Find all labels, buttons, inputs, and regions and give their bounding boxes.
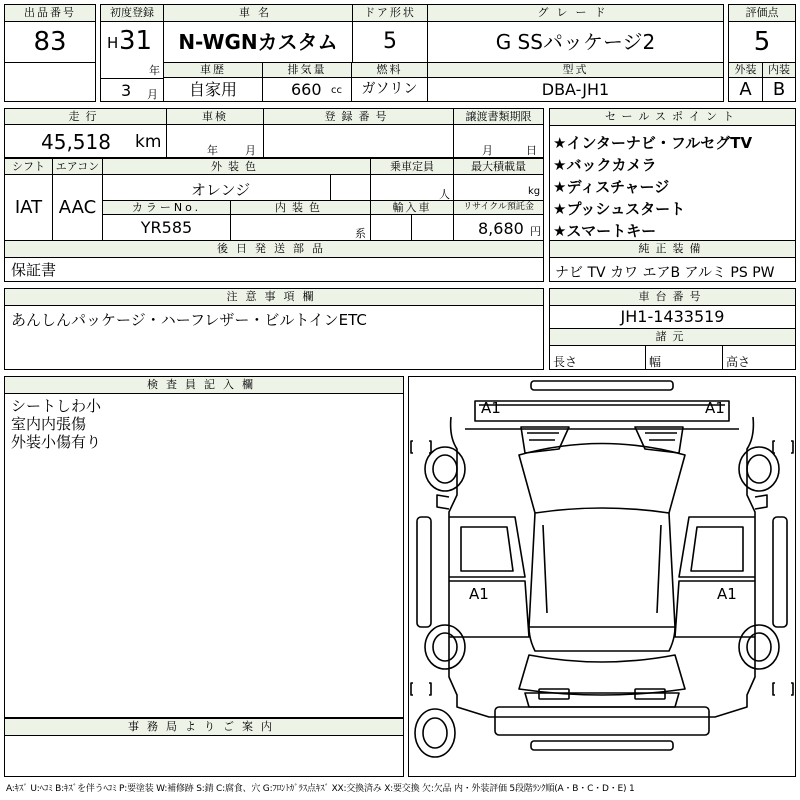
score-label: 評価点 xyxy=(728,4,796,22)
color-number-label: カラーNo. xyxy=(102,200,231,215)
registration-number-label: 登録番号 xyxy=(263,108,454,125)
mileage: 45,518 xyxy=(41,130,111,154)
car-diagram-frame xyxy=(408,376,796,777)
registration-month: 3 xyxy=(121,81,132,100)
registration-number xyxy=(263,124,454,158)
month-unit: 月 xyxy=(147,88,158,101)
transfer-month-unit: 月 xyxy=(482,144,493,157)
damage-mark: A1 xyxy=(717,585,737,603)
exterior-grade: A xyxy=(728,77,763,102)
legend-footer: A:ｷｽﾞ U:ﾍｺﾐ B:ｷｽﾞを伴うﾍｺﾐ P:要塗装 W:補修跡 S:錆 C:腐食、穴 G:ﾌﾛﾝﾄｶﾞﾗｽ点ｷｽﾞ XX:交換済み X:要交換 欠:欠品 内・外装評価 5段階ﾗﾝｸ順(A・B・C・D・E) 1 xyxy=(6,784,635,794)
shift-label: シフト xyxy=(4,158,53,175)
sales-point-item: ★プッシュスタート xyxy=(553,200,686,218)
notes-label: 注意事項欄 xyxy=(4,288,544,306)
air-conditioner-label: エアコン xyxy=(52,158,103,175)
registration-year: 31 xyxy=(119,26,153,56)
width-cell xyxy=(645,345,723,370)
displacement-label: 排気量 xyxy=(262,62,352,78)
interior-grade-label: 内装 xyxy=(762,62,796,78)
mileage-label: 走行 xyxy=(4,108,167,125)
recycle-cell xyxy=(453,214,544,241)
later-shipment-label: 後日発送部品 xyxy=(4,240,544,258)
later-shipment-cell xyxy=(4,257,544,282)
width-label: 幅 xyxy=(649,355,662,369)
length-cell xyxy=(549,345,646,370)
recycle-label: リサイクル預託金 xyxy=(453,200,544,215)
mileage-cell xyxy=(4,124,167,158)
chassis-label: 車台番号 xyxy=(549,288,796,306)
car-name: N-WGNカスタム xyxy=(163,21,353,63)
displacement-cell xyxy=(262,77,352,102)
lot-number-label: 出品番号 xyxy=(4,4,96,22)
recycle-unit: 円 xyxy=(530,225,541,238)
inspector-notes xyxy=(4,393,404,718)
capacity-cell xyxy=(370,174,454,201)
grade-label: グレード xyxy=(427,4,724,22)
equipment-cell xyxy=(549,257,796,282)
max-load-label: 最大積載量 xyxy=(453,158,544,175)
office-notice xyxy=(4,735,404,777)
later-shipment: 保証書 xyxy=(11,261,57,279)
notes: あんしんパッケージ・ハーフレザー・ビルトインETC xyxy=(11,311,367,329)
fuel: ガソリン xyxy=(351,77,428,102)
lot-number-blank xyxy=(4,62,96,102)
grade: G SSパッケージ2 xyxy=(427,21,724,63)
inspection-cell xyxy=(166,124,264,158)
inspection-year-unit: 年 xyxy=(207,144,218,157)
model-label: 型式 xyxy=(427,62,724,78)
interior-grade: B xyxy=(762,77,796,102)
exterior-color: オレンジ xyxy=(191,181,251,199)
sales-point-item: ★スマートキー xyxy=(553,222,657,240)
displacement: 660 xyxy=(291,80,322,99)
car-name-label: 車名 xyxy=(163,4,353,22)
height-cell xyxy=(722,345,796,370)
year-unit: 年 xyxy=(149,64,160,77)
equipment: ナビ TV カワ エアB アルミ PS PW xyxy=(555,265,775,281)
height-label: 高さ xyxy=(726,355,751,369)
chassis-number: JH1-1433519 xyxy=(549,305,796,329)
damage-mark: A1 xyxy=(705,399,725,417)
equipment-label: 純正装備 xyxy=(549,240,796,258)
office-notice-label: 事務局よりご案内 xyxy=(4,718,404,736)
interior-color-label: 内装色 xyxy=(230,200,371,215)
notes-cell xyxy=(4,305,544,370)
damage-mark: A1 xyxy=(481,399,501,417)
door-type: 5 xyxy=(352,21,428,63)
inspection-month-unit: 月 xyxy=(245,144,256,157)
sales-points xyxy=(549,125,796,241)
sales-point-item: ★ディスチャージ xyxy=(553,178,670,196)
car-diagram xyxy=(409,377,795,776)
shift: IAT xyxy=(4,174,53,241)
sales-points-label: セールスポイント xyxy=(549,108,796,126)
era: H xyxy=(107,34,119,52)
first-registration xyxy=(100,21,164,79)
score: 5 xyxy=(728,21,796,63)
color-number: YR585 xyxy=(102,214,231,241)
exterior-grade-label: 外装 xyxy=(728,62,763,78)
max-load-unit: kg xyxy=(528,186,541,197)
mileage-unit: km xyxy=(135,132,162,152)
inspector-notes-label: 検査員記入欄 xyxy=(4,376,404,394)
transfer-day-unit: 日 xyxy=(526,144,537,157)
interior-color-cell xyxy=(230,214,371,241)
model: DBA-JH1 xyxy=(427,77,724,102)
capacity-label: 乗車定員 xyxy=(370,158,454,175)
damage-mark: A1 xyxy=(469,585,489,603)
exterior-color-cell xyxy=(102,174,331,201)
sales-point-item: ★インターナビ・フルセグTV xyxy=(553,134,753,152)
spec-label: 諸元 xyxy=(549,328,796,346)
interior-color-unit: 系 xyxy=(355,227,366,240)
history-label: 車歴 xyxy=(163,62,263,78)
capacity-unit: 人 xyxy=(439,188,450,201)
length-label: 長さ xyxy=(553,355,578,369)
inspector-line: 外装小傷有り xyxy=(11,433,102,451)
transfer-deadline-label: 譲渡書類期限 xyxy=(453,108,544,125)
transfer-deadline xyxy=(453,124,544,158)
door-type-label: ドア形状 xyxy=(352,4,428,22)
fuel-label: 燃料 xyxy=(351,62,428,78)
sales-point-item: ★バックカメラ xyxy=(553,156,657,174)
exterior-color-extra xyxy=(330,174,371,201)
import-a xyxy=(370,214,412,241)
displacement-unit: cc xyxy=(331,85,342,96)
lot-number: 83 xyxy=(4,21,96,63)
air-conditioner: AAC xyxy=(52,174,103,241)
exterior-color-label: 外装色 xyxy=(102,158,371,175)
inspector-line: 室内内張傷 xyxy=(11,415,87,433)
first-registration-month xyxy=(100,78,164,102)
inspection-label: 車検 xyxy=(166,108,264,125)
inspector-line: シートしわ小 xyxy=(11,397,102,415)
import-label: 輸入車 xyxy=(370,200,454,215)
first-registration-label: 初度登録 xyxy=(100,4,164,22)
recycle-fee: 8,680 xyxy=(478,219,524,238)
import-b xyxy=(411,214,454,241)
max-load-cell xyxy=(453,174,544,201)
history: 自家用 xyxy=(163,77,263,102)
